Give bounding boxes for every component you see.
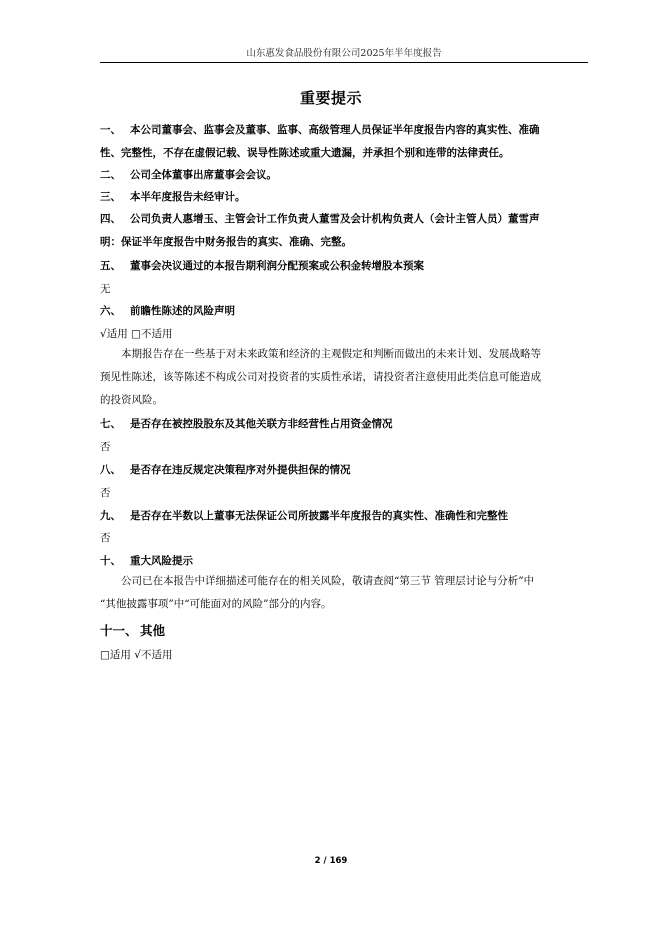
item-3 bbox=[100, 189, 246, 204]
item-1-text-2: 性、完整性，不存在虚假记载、误导性陈述或重大遗漏，并承担个别和连带的法律责任。 bbox=[100, 147, 510, 159]
item-3-text: 本半年度报告未经审计。 bbox=[130, 191, 246, 203]
item-9-text: 是否存在半数以上董事无法保证公司所披露半年度报告的真实性、准确性和完整性 bbox=[130, 510, 508, 522]
item-6-body-line-1: 本期报告存在一些基于对未来政策和经济的主观假定和判断而做出的未来计划、发展战略等 bbox=[121, 348, 541, 360]
item-9-number: 九、 bbox=[100, 510, 121, 522]
item-5-text: 董事会决议通过的本报告期利润分配预案或公积金转增股本预案 bbox=[130, 260, 424, 272]
item-9-answer: 否 bbox=[100, 532, 111, 544]
item-2 bbox=[100, 167, 277, 182]
item-2-number: 二、 bbox=[100, 169, 121, 181]
item-9 bbox=[100, 508, 508, 523]
item-8-answer: 否 bbox=[100, 487, 111, 499]
item-2-text: 公司全体董事出席董事会会议。 bbox=[130, 169, 277, 181]
item-7-text: 是否存在被控股股东及其他关联方非经营性占用资金情况 bbox=[130, 418, 393, 430]
running-header: 山东惠发食品股份有限公司2025年半年度报告 bbox=[246, 48, 442, 59]
item-6-body bbox=[100, 343, 590, 412]
item-4-text-2: 明：保证半年度报告中财务报告的真实、准确、完整。 bbox=[100, 236, 352, 248]
item-4-text-1: 公司负责人惠增玉、主管会计工作负责人董雪及会计机构负责人（会计主管人员）董雪声 bbox=[130, 213, 540, 225]
item-8 bbox=[100, 462, 351, 477]
header-divider bbox=[100, 62, 588, 63]
item-8-text: 是否存在违反规定决策程序对外提供担保的情况 bbox=[130, 464, 351, 476]
item-11-applicability: □适用 √不适用 bbox=[100, 649, 173, 661]
item-7-answer: 否 bbox=[100, 441, 111, 453]
item-6-applicability: √适用 □不适用 bbox=[100, 328, 173, 340]
item-11-text: 其他 bbox=[140, 623, 166, 638]
item-10-body-line-1: 公司已在本报告中详细描述可能存在的相关风险，敬请查阅“第三节 管理层讨论与分析”中 bbox=[121, 575, 535, 587]
item-10-number: 十、 bbox=[100, 555, 121, 567]
item-6-number: 六、 bbox=[100, 305, 121, 317]
item-10 bbox=[100, 553, 193, 568]
item-6-body-line-3: 的投资风险。 bbox=[100, 394, 163, 406]
page-title: 重要提示 bbox=[299, 89, 362, 107]
page-number: 2 / 169 bbox=[314, 856, 348, 866]
item-4-line-1 bbox=[100, 211, 540, 226]
item-1-text-1: 本公司董事会、监事会及董事、监事、高级管理人员保证半年度报告内容的真实性、准确 bbox=[130, 124, 540, 136]
item-10-text: 重大风险提示 bbox=[130, 555, 193, 567]
item-7 bbox=[100, 416, 393, 431]
item-5-answer: 无 bbox=[100, 283, 111, 295]
item-8-number: 八、 bbox=[100, 464, 121, 476]
item-5 bbox=[100, 258, 424, 273]
item-6-body-line-2: 预见性陈述，该等陈述不构成公司对投资者的实质性承诺，请投资者注意使用此类信息可能造成 bbox=[100, 371, 541, 383]
item-4-number: 四、 bbox=[100, 213, 121, 225]
item-5-number: 五、 bbox=[100, 260, 121, 272]
item-1-number: 一、 bbox=[100, 124, 121, 136]
item-11 bbox=[100, 621, 165, 639]
item-3-number: 三、 bbox=[100, 191, 121, 203]
item-6-text: 前瞻性陈述的风险声明 bbox=[130, 305, 235, 317]
item-11-number: 十一、 bbox=[100, 623, 138, 638]
item-1-line-1 bbox=[100, 122, 540, 137]
item-10-body bbox=[100, 570, 590, 616]
item-10-body-line-2: “其他披露事项”中“可能面对的风险”部分的内容。 bbox=[100, 598, 332, 610]
item-6 bbox=[100, 303, 235, 318]
item-7-number: 七、 bbox=[100, 418, 121, 430]
